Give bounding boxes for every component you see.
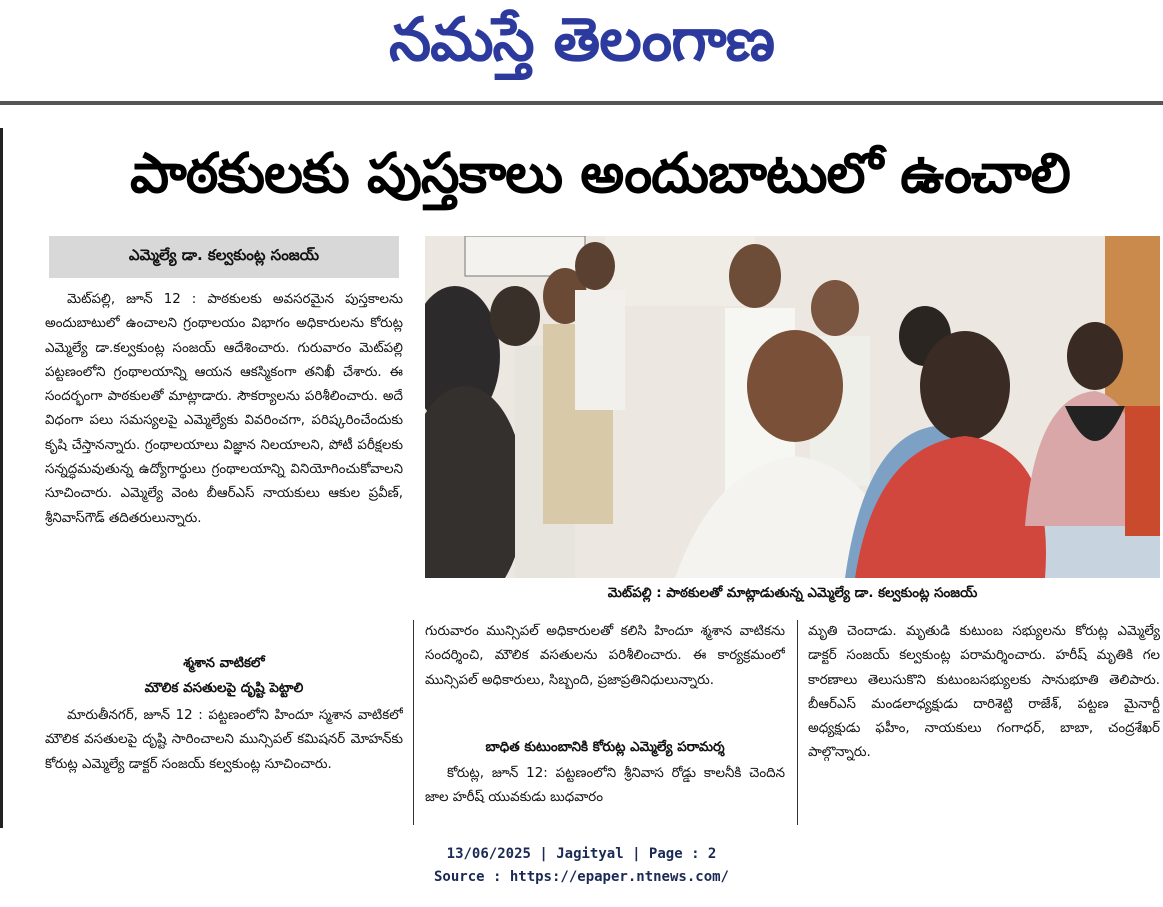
- byline-text: ఎమ్మెల్యే డా. కల్వకుంట్ల సంజయ్: [128, 246, 320, 264]
- photo-caption-text: మెట్‌పల్లి : పాఠకులతో మాట్లాడుతున్న ఎమ్మెల్యే డా. కల్వకుంట్ల సంజయ్: [607, 586, 978, 601]
- story2-column1: [45, 704, 403, 826]
- story2-subhead-line1: శ్మశాన వాటికలో: [183, 656, 265, 671]
- photo-caption: [425, 580, 1160, 610]
- column-divider-2: [797, 620, 798, 825]
- story1-column: [45, 288, 403, 648]
- story2-body-part2: గురువారం మున్సిపల్ అధికారులతో కలిసి హిందూ శ్మశాన వాటికను సందర్శించి, మౌలిక వసతులను పరిశీలించారు. ఈ కార్యక్రమంలో మున్సిపల్ అధికారులు, సిబ్బంది, ప్రజాప్రతినిధులున్నారు.: [425, 624, 785, 688]
- column-divider-1: [413, 620, 414, 825]
- footer-dateline: 13/06/2025 | Jagityal | Page : 2: [446, 846, 717, 862]
- story1-body: మెట్‌పల్లి, జూన్ 12 : పాఠకులకు అవసరమైన పుస్తకాలను అందుబాటులో ఉంచాలని గ్రంథాలయం విభాగం అధికారులను కోరుట్ల ఎమ్మెల్యే డా.కల్వకుంట్ల సంజయ్ ఆదేశించారు. గురువారం మెట్‌పల్లి పట్టణంలోని గ్రంథాలయాన్ని ఆయన ఆకస్మికంగా తనిఖీ చేశారు. ఈ సందర్భంగా పాఠకులతో మాట్లాడారు. సౌకర్యాలను పరిశీలించారు. అదే విధంగా పలు సమస్యలపై ఎమ్మెల్యేకు వివరించగా, పరిష్కరించేందుకు కృషి చేస్తానన్నారు. గ్రంథాలయాలు విజ్ఞాన నిలయాలని, పోటీ పరీక్షలకు సన్నద్ధమవుతున్న ఉద్యోగార్థులు గ్రంథాలయాన్ని వినియోగించుకోవాలని సూచించారు. ఎమ్మెల్యే వెంట బీఆర్‌ఎస్ నాయకులు ఆకుల ప్రవీణ్, శ్రీనివాస్‌గౌడ్ తదితరులున్నారు.: [45, 292, 403, 526]
- newspaper-masthead: [0, 0, 1163, 80]
- story3-column2: [425, 762, 785, 826]
- story3-body-part2: మృతి చెందాడు. మృతుడి కుటుంబ సభ్యులను కోరుట్ల ఎమ్మెల్యే డాక్టర్ సంజయ్ కల్వకుంట్ల పరామర్శించారు. హరీష్ మృతికి గల కారణాలు తెలుసుకొని కుటుంబసభ్యులకు సానుభూతి తెలిపారు. బీఆర్‌ఎస్ మండలాధ్యక్షుడు దారిశెట్టి రాజేశ్, పట్టణ మైనార్టీ అధ్యక్షుడు ఫహీం, నాయకులు గంగాధర్, బాబా, చంద్రశేఖర్ పాల్గొన్నారు.: [808, 624, 1160, 761]
- story3-subhead: బాధిత కుటుంబానికి కోరుట్ల ఎమ్మెల్యే పరామర్శ: [485, 740, 725, 755]
- story2-subhead-line2: మౌలిక వసతులపై దృష్టి పెట్టాలి: [144, 681, 304, 696]
- news-photo-illustration: [425, 236, 1160, 578]
- story2-column2: [425, 620, 785, 730]
- left-margin-rule: [0, 128, 3, 828]
- footer-source: Source : https://epaper.ntnews.com/: [433, 869, 729, 885]
- article-headline: [40, 140, 1160, 220]
- story2-body-part1: మారుతీనగర్, జూన్ 12 : పట్టణంలోని హిందూ స్మశాన వాటికలో మౌలిక వసతులపై దృష్టి సారించాలని మున్సిపల్ కమిషనర్ మోహన్‌కు కోరుట్ల ఎమ్మెల్యే డాక్టర్ సంజయ్ కల్వకుంట్ల సూచించారు.: [45, 708, 403, 772]
- masthead-divider: [0, 101, 1163, 105]
- byline-box: [49, 236, 399, 278]
- story3-column3: [808, 620, 1160, 826]
- story3-body-part1: కోరుట్ల, జూన్ 12: పట్టణంలోని శ్రీనివాస రోడ్డు కాలనీకి చెందిన జాల హరీష్ యువకుడు బుధవారం: [425, 766, 785, 806]
- news-photo: [425, 236, 1160, 578]
- headline-text: పాఠకులకు పుస్తకాలు అందుబాటులో ఉంచాలి: [130, 141, 1070, 205]
- masthead-title: నమస్తే తెలంగాణ: [388, 5, 775, 75]
